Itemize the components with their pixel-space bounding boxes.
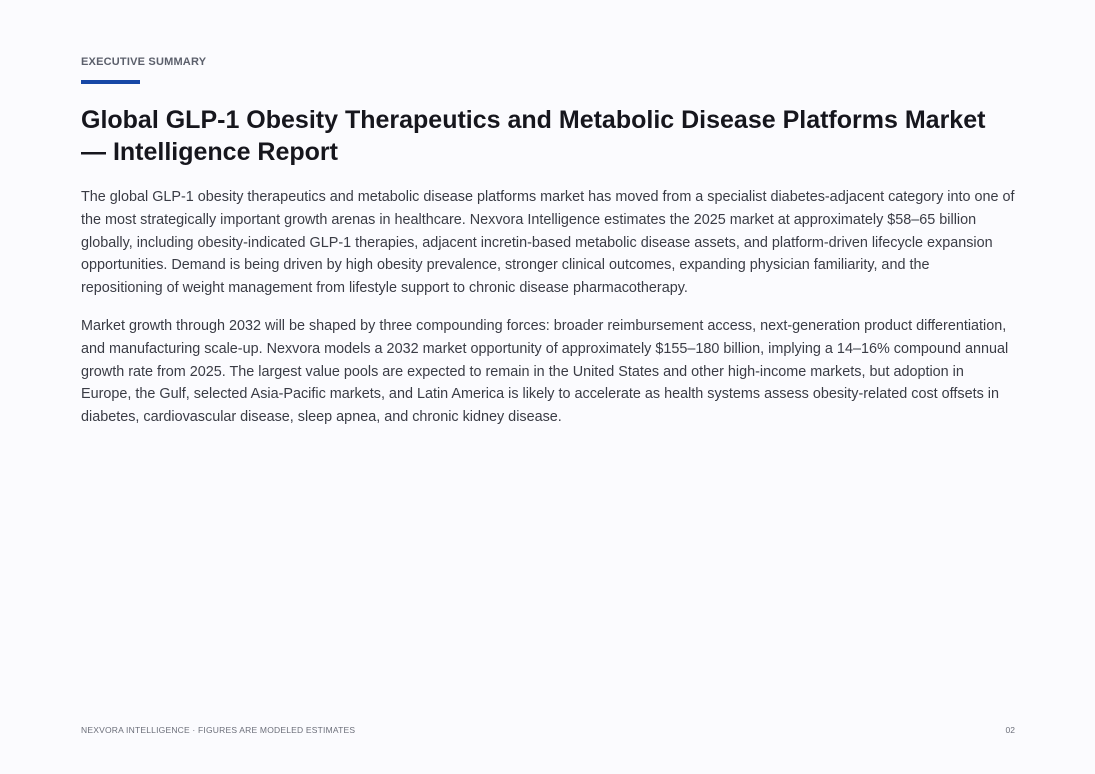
section-eyebrow: EXECUTIVE SUMMARY xyxy=(81,56,207,68)
footer-source-note: NEXVORA INTELLIGENCE · FIGURES ARE MODELED ESTIMATES xyxy=(81,725,356,735)
accent-bar xyxy=(81,80,140,84)
report-page xyxy=(81,0,1015,774)
page-title: Global GLP-1 Obesity Therapeutics and Metabolic Disease Platforms Market — Intelligence Report xyxy=(81,106,986,166)
summary-body xyxy=(81,186,1015,444)
summary-paragraph-2: Market growth through 2032 will be shaped by three compounding forces: broader reimbursement access, next-generation product differentiation, and manufacturing scale-up. Nexvora models a 2032 market opportunity of approximately $155–180 billion, implying a 14–16% compound annual growth rate from 2025. The largest value pools are expected to remain in the United States and other high-income markets, but adoption in Europe, the Gulf, selected Asia-Pacific markets, and Latin America is likely to accelerate as health systems assess obesity-related cost offsets in diabetes, cardiovascular disease, sleep apnea, and chronic kidney disease. xyxy=(81,317,1009,426)
summary-paragraph-1: The global GLP-1 obesity therapeutics and metabolic disease platforms market has moved from a specialist diabetes-adjacent category into one of the most strategically important growth arenas in healthcare. Nexvora Intelligence estimates the 2025 market at approximately $58–65 billion globally, including obesity-indicated GLP-1 therapies, adjacent incretin-based metabolic disease assets, and platform-driven lifecycle expansion opportunities. Demand is being driven by high obesity prevalence, stronger clinical outcomes, expanding physician familiarity, and the repositioning of weight management from lifestyle support to chronic disease pharmacotherapy. xyxy=(81,189,1015,297)
footer-page-number: 02 xyxy=(1005,725,1015,735)
